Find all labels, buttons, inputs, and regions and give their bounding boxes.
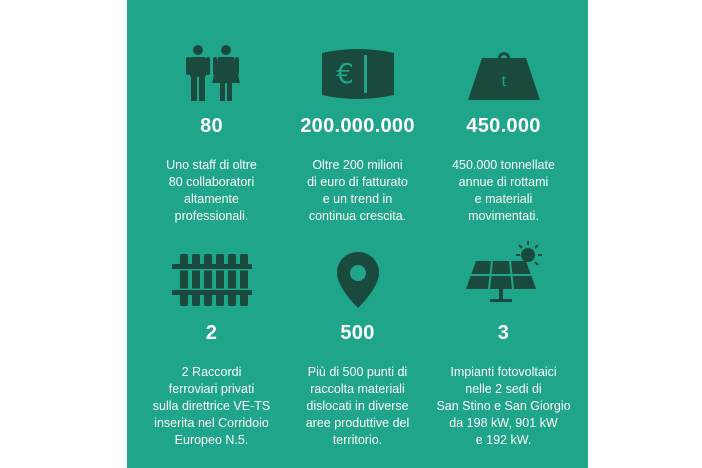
map-pin-icon <box>281 245 434 315</box>
railway-track-icon <box>135 245 288 315</box>
stat-description: Uno staff di oltre 80 collaboratori altamente professionali. <box>166 158 257 223</box>
svg-text:€: € <box>335 57 354 90</box>
stat-description: Oltre 200 milioni di euro di fatturato e un trend in continua crescita. <box>307 158 408 223</box>
stat-value: 450.000 <box>466 115 541 137</box>
stat-description: Impianti fotovoltaici nelle 2 sedi di San Stino e San Giorgio da 198 kW, 901 kW e 192 kW. <box>436 365 571 447</box>
stat-value: 200.000.000 <box>300 115 415 137</box>
stat-value: 3 <box>497 322 510 344</box>
stat-description: 2 Raccordi ferroviari privati sulla direttrice VE-TS inserita nel Corridoio Europeo N.5. <box>152 365 271 447</box>
euro-banknote-icon <box>281 38 434 108</box>
ton-weight-label: t <box>500 70 507 90</box>
people-icon <box>135 38 288 108</box>
stat-value: 2 <box>205 322 218 344</box>
stat-value: 500 <box>340 322 375 344</box>
stat-value: 80 <box>200 115 223 137</box>
stat-description: Più di 500 punti di raccolta materiali dislocati in diverse aree produttive del territorio. <box>305 365 410 447</box>
infographic-panel <box>127 0 588 468</box>
solar-panel-icon <box>427 240 580 310</box>
ton-weight-icon <box>427 38 580 108</box>
stat-description: 450.000 tonnellate annue di rottami e materiali movimentati. <box>452 158 555 223</box>
